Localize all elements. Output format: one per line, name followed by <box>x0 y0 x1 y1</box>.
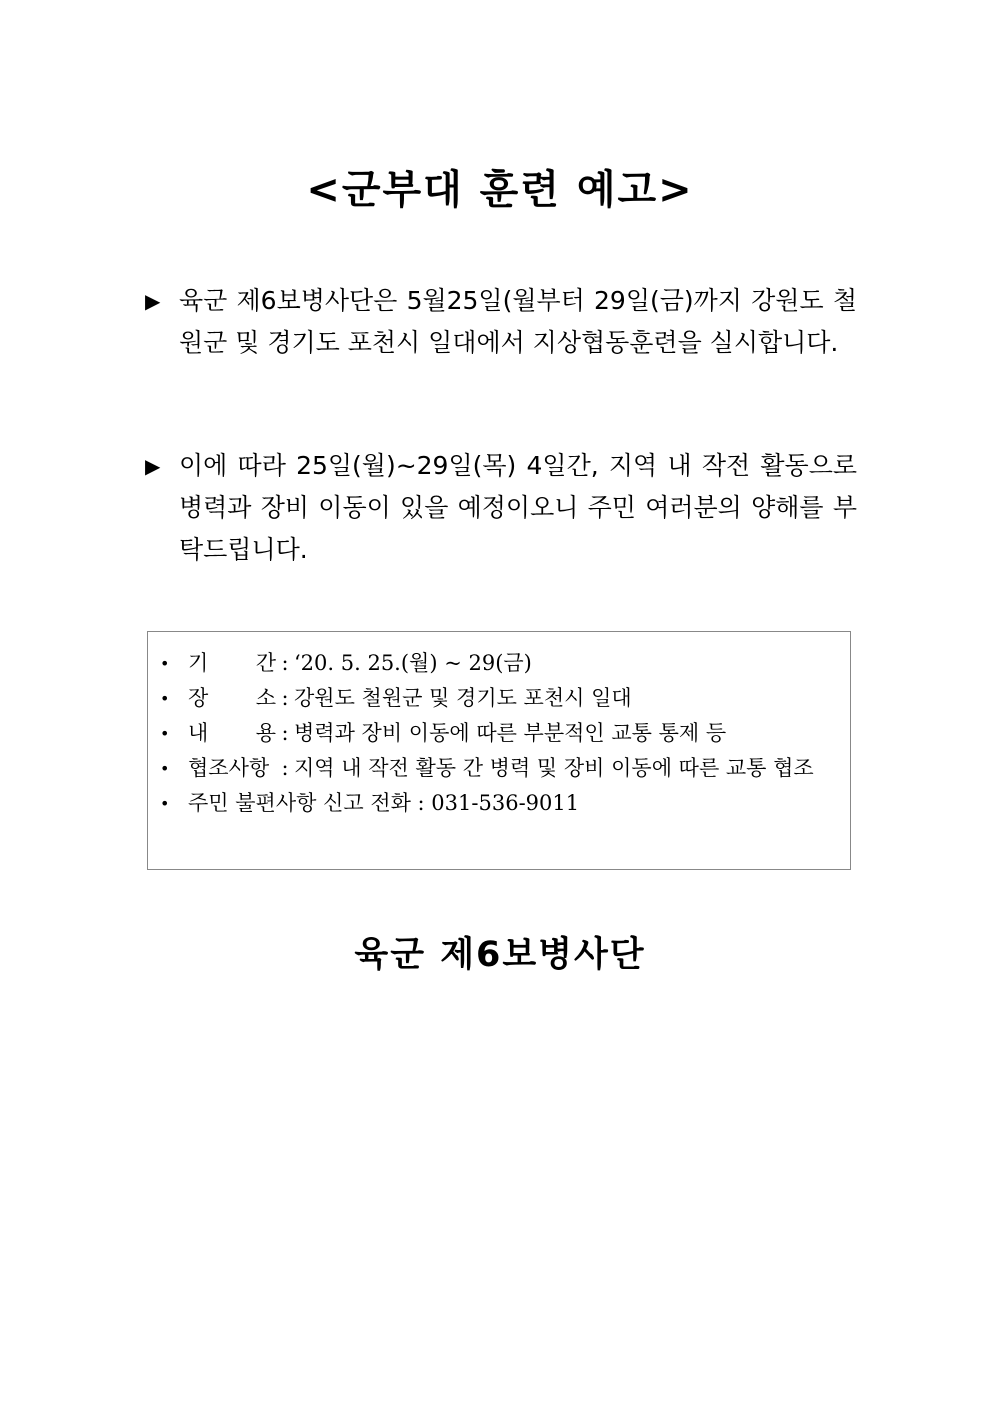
notice-text-movement: 이에 따라 25일(월)~29일(목) 4일간, 지역 내 작전 활동으로 병력과 장비 이동이 있을 예정이오니 주민 여러분의 양해를 부탁드립니다. <box>179 451 857 564</box>
info-row-cooperation <box>160 751 842 786</box>
notice-paragraph-movement <box>145 445 857 571</box>
info-row-content <box>160 716 842 751</box>
bullet-icon: • <box>160 654 170 673</box>
info-value-report-phone: 주민 불편사항 신고 전화 : 031-536-9011 <box>188 791 580 815</box>
issuer-name: 육군 제6보병사단 <box>354 935 646 975</box>
bullet-icon: • <box>160 759 170 778</box>
info-colon: : <box>281 651 289 675</box>
info-colon: : <box>281 721 289 745</box>
info-row-report <box>160 786 842 821</box>
bullet-icon: • <box>160 724 170 743</box>
bullet-icon: • <box>160 689 170 708</box>
info-value-place: 강원도 철원군 및 경기도 포천시 일대 <box>294 686 632 710</box>
training-info-box <box>147 631 851 870</box>
bullet-icon: • <box>160 794 170 813</box>
info-label-period: 기 간 <box>188 651 276 675</box>
info-colon: : <box>281 686 289 710</box>
info-colon: : <box>281 756 289 780</box>
info-label-place: 장 소 <box>188 686 276 710</box>
triangle-arrow-icon: ▶ <box>145 454 161 478</box>
info-label-cooperation: 협조사항 <box>188 756 270 780</box>
notice-paragraph-training <box>145 280 857 364</box>
info-row-period <box>160 646 842 681</box>
info-row-place <box>160 681 842 716</box>
info-label-content: 내 용 <box>188 721 276 745</box>
info-value-content: 병력과 장비 이동에 따른 부분적인 교통 통제 등 <box>294 721 727 745</box>
info-value-period: ‘20. 5. 25.(월) ~ 29(금) <box>294 651 532 675</box>
page-title: <군부대 훈련 예고> <box>306 167 694 213</box>
info-value-cooperation: 지역 내 작전 활동 간 병력 및 장비 이동에 따른 교통 협조 <box>294 756 814 780</box>
notice-text-training: 육군 제6보병사단은 5월25일(월부터 29일(금)까지 강원도 철원군 및 경기도 포천시 일대에서 지상협동훈련을 실시합니다. <box>179 286 857 357</box>
triangle-arrow-icon: ▶ <box>145 289 161 313</box>
